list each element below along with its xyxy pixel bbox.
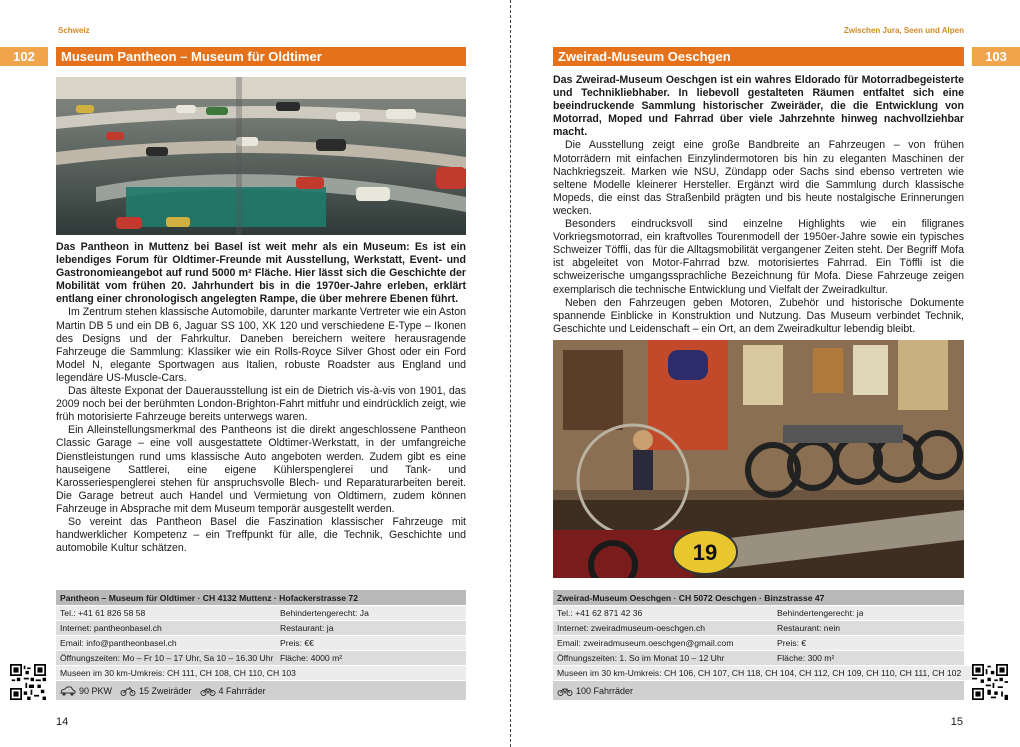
count-bicycles [557,681,633,700]
info-row [56,605,466,620]
running-head: Zwischen Jura, Seen und Alpen [843,26,964,35]
info-restaurant: Restaurant: ja [280,623,334,633]
body-paragraph: Besonders eindrucksvoll sind einzelne Highlights wie ein filigranes Vorkriegsmotorrad, ein kraftvolles Tourenmodell der 1950er-Jahre sowie ein typisches Schweizer Töffli, das für die Alltagsmobilität vergangener Zeiten steht. Der Begriff Mofa ist abgeleitet von Motor-Fahrrad bzw. motorisiertes Fahrrad. Ein Töffli ist die schweizerische umgangssprachliche Bezeichnung für Mofa. Diese Fahrzeuge zeigen exemplarisch die technische Entwicklung und Vielfalt der Zweiradkultur. [553,218,964,296]
info-nearby-museums: Museen im 30 km-Umkreis: CH 111, CH 108, CH 110, CH 103 [60,668,296,678]
info-box [553,589,973,700]
info-hours: Öffnungszeiten: Mo – Fr 10 – 17 Uhr, Sa 10 – 16.30 Uhr [60,653,274,663]
article-body [553,74,964,336]
info-email: Email: zweiradmuseum.oeschgen@gmail.com [557,638,734,648]
info-restaurant: Restaurant: nein [777,623,841,633]
running-head: Schweiz [58,26,90,35]
info-row [553,665,973,680]
museum-title: Museum Pantheon – Museum für Oldtimer [56,47,466,66]
info-row [553,635,964,650]
qr-code-icon[interactable] [10,664,46,700]
body-paragraph: So vereint das Pantheon Basel die Faszination klassischer Fahrzeuge mit handwerklicher Kompetenz – ein Treffpunkt für alle, die Technik, Geschichte und automobile Kultur schätzen. [56,515,466,555]
info-website: Internet: zweiradmuseum-oeschgen.ch [557,623,706,633]
info-price: Preis: €€ [280,638,314,648]
info-row [56,620,466,635]
body-paragraph: Neben den Fahrzeugen geben Motoren, Zubehör und historische Dokumente spannende Einblicke in Konstruktion und Nutzung. Das Museum verbindet Technik, Geschichte und Leidenschaft – ein Ort, an dem Zweiradkultur lebendig bleibt. [553,296,964,335]
body-paragraph: Ein Alleinstellungsmerkmal des Pantheons ist die direkt angeschlossene Pantheon Classic Garage – eine voll ausgestattete Oldtimer-Werkstatt, in der umfangreiche Dienstleistungen rund ums klassische Auto angeboten werden. Zudem gibt es eine hauseigene Sattlerei, eine eigene Kühlerspenglerei und Tank- und Karosseriespenglerei stehen für anspruchsvolle Blech- und Reparaturarbeiten bereit. Die Garage betreut auch Handel und Vermietung von Oldtimern, zudem können Fahrzeuge in Absprache mit dem Museum temporär ausgestellt werden. [56,424,466,515]
vehicle-counts [553,680,964,700]
page-number-box: 103 [972,47,1020,66]
info-phone: Tel.: +41 62 871 42 36 [557,608,643,618]
info-price: Preis: € [777,638,807,648]
page-number: 15 [950,716,963,728]
motorcycle-icon [120,686,136,696]
info-accessible: Behindertengerecht: Ja [280,608,369,618]
info-row [56,665,466,680]
count-bicycles [200,681,266,700]
race-number-plate: 19 [692,540,718,565]
info-phone: Tel.: +41 61 826 58 58 [60,608,146,618]
motorcycle-exhibit-photo [553,340,964,578]
museum-hall-photo [56,77,466,235]
info-row [56,650,466,665]
qr-code-icon[interactable] [972,664,1008,700]
info-row [553,650,964,665]
info-row [553,620,964,635]
body-paragraph: Die Ausstellung zeigt eine große Bandbreite an Fahrzeugen – von frühen Motorrädern mit einfachen Einzylindermotoren bis hin zu eleganten Maschinen der Nachkriegszeit. Marken wie NSU, Zündapp oder Sachs sind ebenso vertreten wie seltene Modelle kleinerer Hersteller. Ergänzt wird die Sammlung durch klassische Mopeds, die einst das Straßenbild prägten und bis heute nostalgische Erinnerungen wecken. [553,139,964,217]
info-header: Pantheon – Museum für Oldtimer · CH 4132 Muttenz · Hofackerstrasse 72 [56,589,466,605]
count-cars [60,681,112,700]
info-nearby-museums: Museen im 30 km-Umkreis: CH 106, CH 107, CH 118, CH 104, CH 112, CH 109, CH 110, CH 111, CH 102 [557,668,962,678]
info-email: Email: info@pantheonbasel.ch [60,638,177,648]
page-number: 14 [56,716,69,728]
count-motorcycles-label: 15 Zweiräder [139,685,192,696]
count-bicycles-label: 4 Fahrräder [218,685,266,696]
info-hours: Öffnungszeiten: 1. So im Monat 10 – 12 Uhr [557,653,725,663]
info-box [56,589,466,700]
info-row [553,605,964,620]
vehicle-counts [56,680,466,700]
car-icon [60,686,76,696]
lead-paragraph: Das Zweirad-Museum Oeschgen ist ein wahres Eldorado für Motorradbegeisterte und Technikliebhaber. In liebevoll gestalteten Räumen entfaltet sich eine beeindruckende Sammlung historischer Zweiräder, die die Entwicklung von Motorrad, Moped und Fahrrad über viele Jahrzehnte hinweg nachvollziehbar macht. [553,74,964,139]
body-paragraph: Im Zentrum stehen klassische Automobile, darunter markante Vertreter wie ein Aston Martin DB 5 und ein DB 6, Jaguar SS 100, XK 120 und verschiedene E-Type – Ikonen des Designs und der Fahrkultur. Daneben bereichern weitere herausragende Fahrzeuge die Sammlung: Klassiker wie ein Rolls-Royce Silver Ghost oder ein Ford Model N, elegante Sportwagen aus Italien, robuste Roadster aus England und legendäre US-Muscle-Cars. [56,306,466,384]
right-page [510,0,1020,747]
info-row [56,635,466,650]
count-bicycles-label: 100 Fahrräder [576,685,634,696]
info-area: Fläche: 4000 m² [280,653,343,663]
article-body [56,241,466,555]
bicycle-icon [557,686,573,696]
count-cars-label: 90 PKW [79,685,113,696]
info-area: Fläche: 300 m² [777,653,835,663]
page-number-box: 102 [0,47,48,66]
bicycle-icon [200,686,216,696]
museum-title: Zweirad-Museum Oeschgen [553,47,964,66]
lead-paragraph: Das Pantheon in Muttenz bei Basel ist weit mehr als ein Museum: Es ist ein lebendiges Forum für Oldtimer-Freunde mit Ausstellung, Werkstatt, Event- und Gastronomieangebot auf rund 5000 m² Fläche. Hier lässt sich die Geschichte der Mobilität vom frühen 20. Jahrhundert bis in die 1970er-Jahre erleben, erklärt entlang einer chronologisch angelegten Rampe, die über mehrere Ebenen führt. [56,241,466,306]
info-website: Internet: pantheonbasel.ch [60,623,162,633]
info-header: Zweirad-Museum Oeschgen · CH 5072 Oeschgen · Binzstrasse 47 [553,589,964,605]
body-paragraph: Das älteste Exponat der Dauerausstellung ist ein de Dietrich vis-à-vis von 1901, das 2009 noch bei der berühmten London-Brighton-Fahrt mitfuhr und eindrücklich zeigt, wie früh motorisierte Fahrzeuge bereits unterwegs waren. [56,385,466,424]
info-accessible: Behindertengerecht: ja [777,608,864,618]
count-motorcycles [120,681,192,700]
